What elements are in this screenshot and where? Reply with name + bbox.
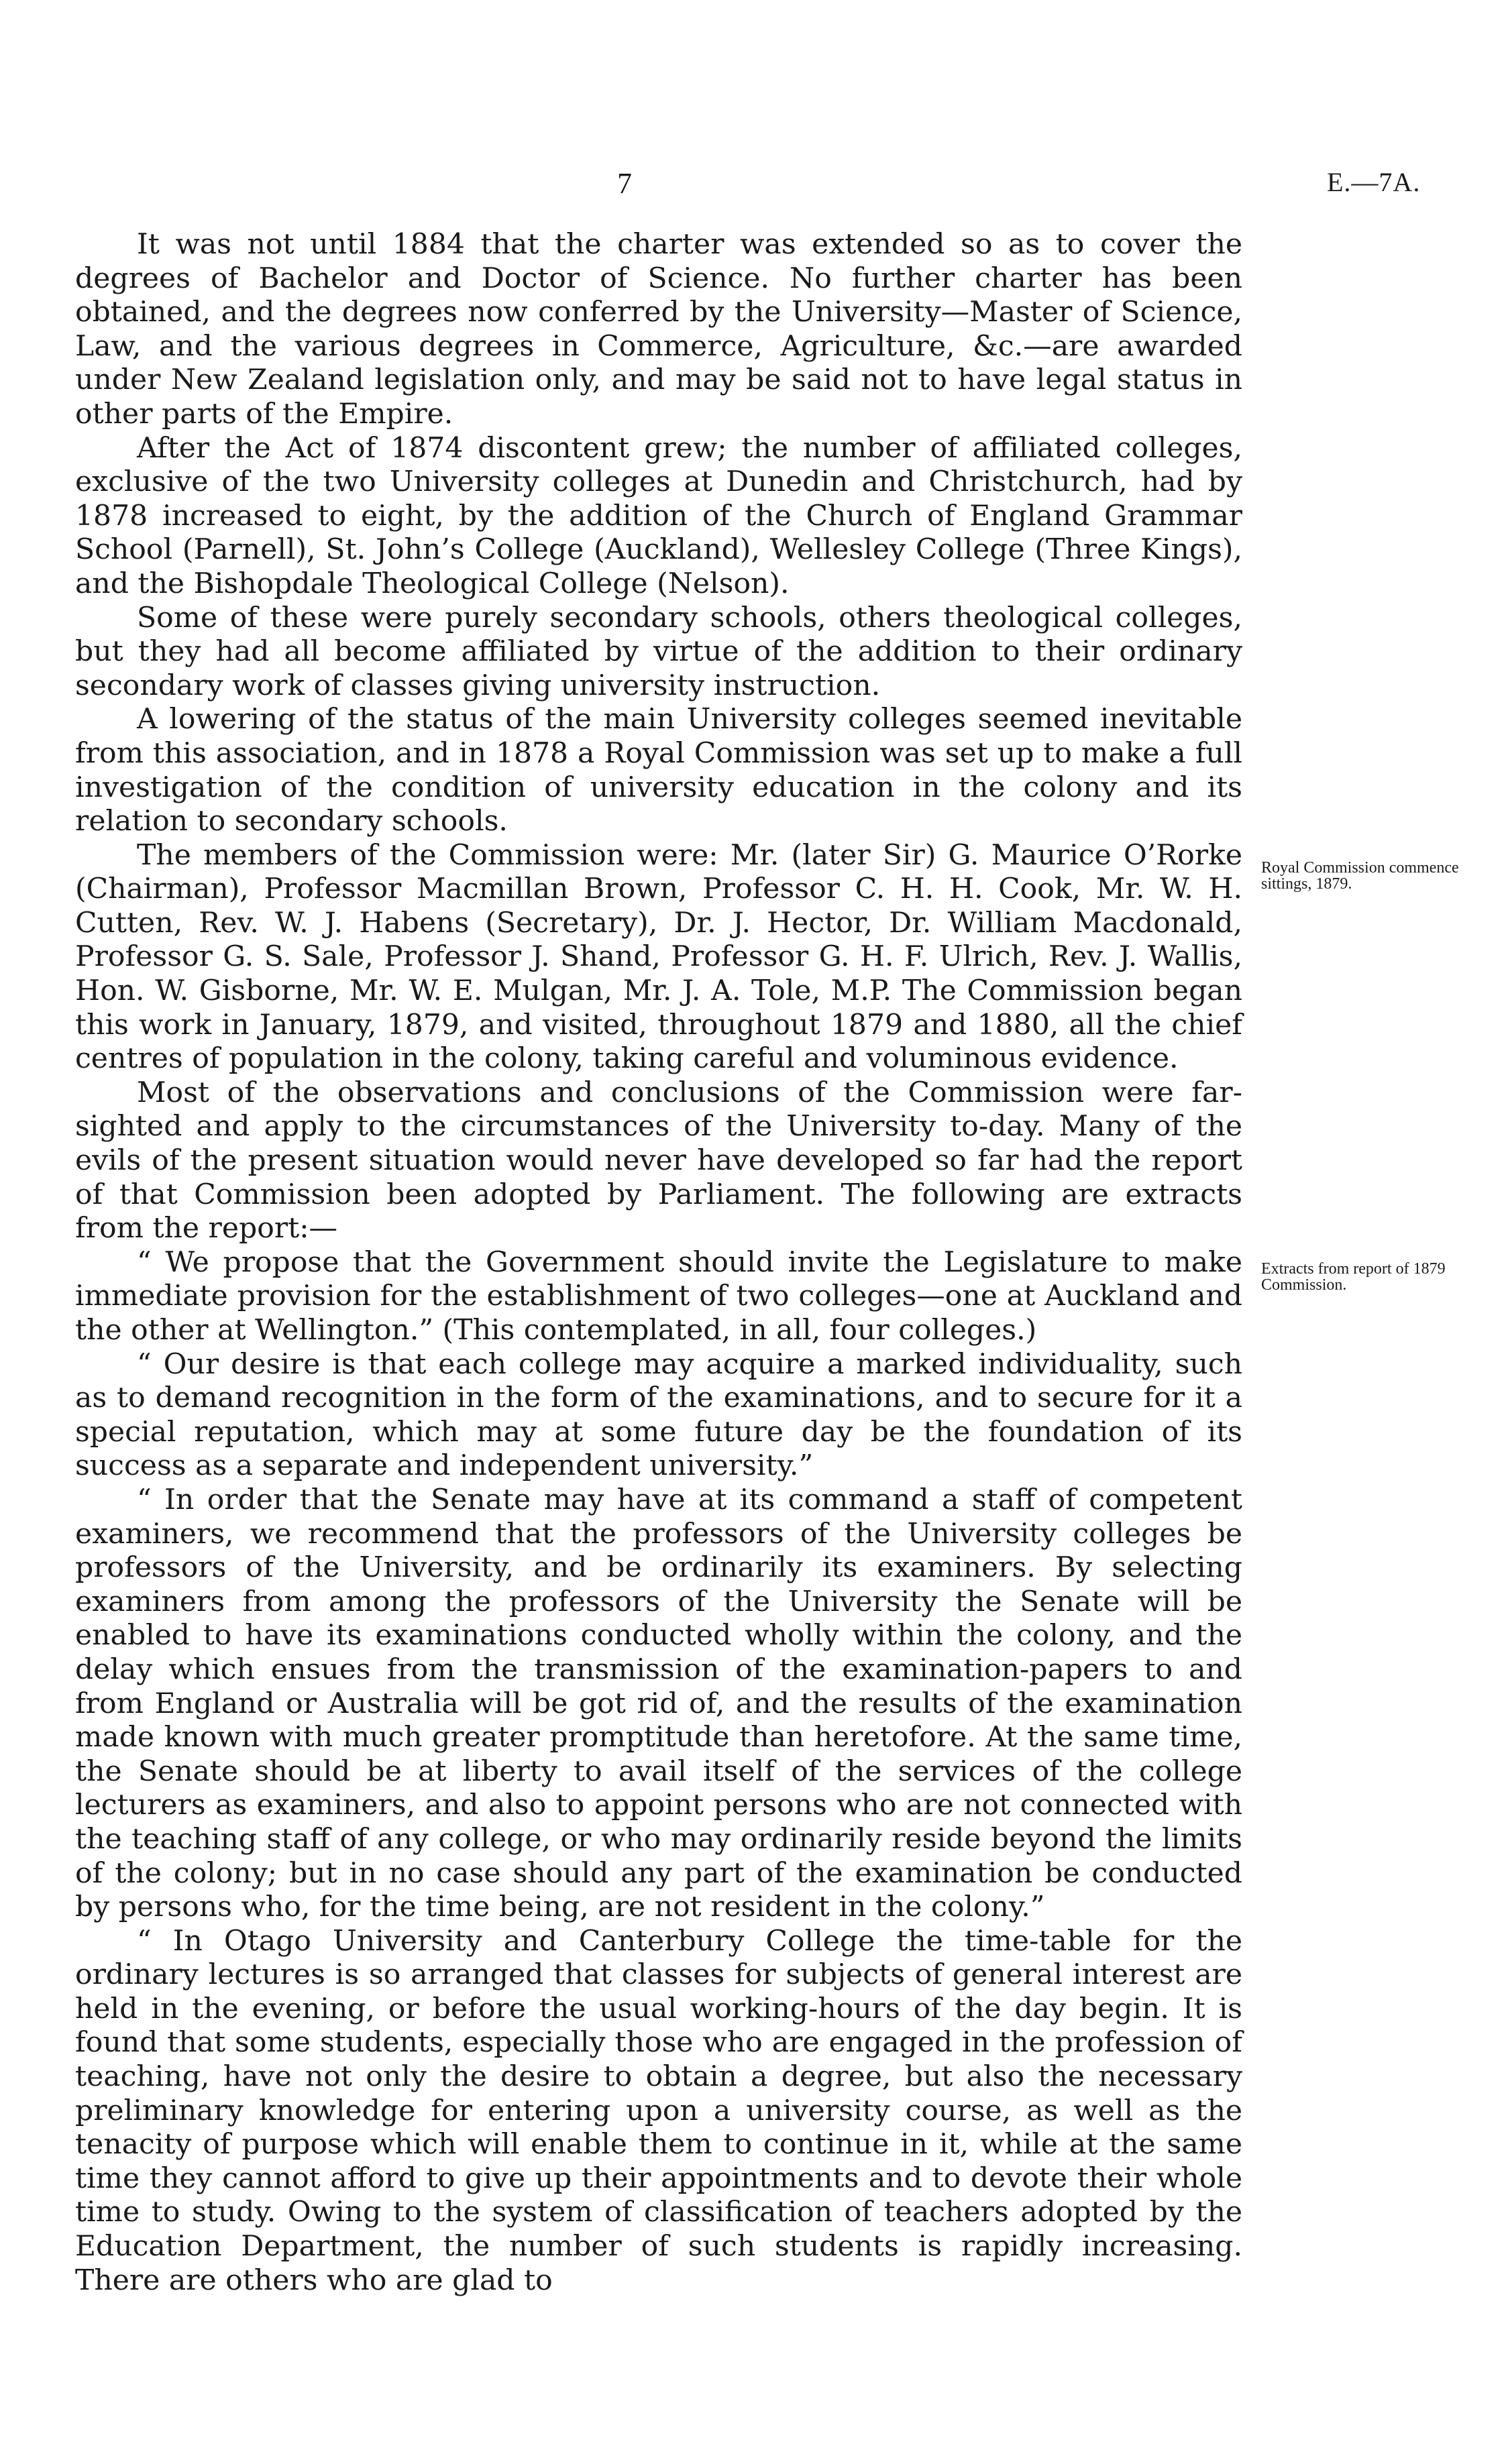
- quote-paragraph: “ Our desire is that each college may acquire a marked individuality, such as to demand recognition in the form of the examinations, and to secure for it a special reputation, which may at some future day be the foundation of its success as a separate and independent university.”: [75, 1347, 1242, 1483]
- margin-note-extracts: Extracts from report of 1879 Commission.: [1261, 1260, 1446, 1294]
- paragraph: After the Act of 1874 discontent grew; the number of affiliated colleges, exclusive of the two University colleges at Dunedin and Christchurch, had by 1878 increased to eight, by the addition of the Church of England Grammar School (Parnell), St. John’s College (Auckland), Wellesley College (Three Kings), and the Bishopdale Theological College (Nelson).: [75, 431, 1242, 600]
- paragraph: Some of these were purely secondary schools, others theological colleges, but they had all become affiliated by virtue of the addition to their ordinary secondary work of classes giving university instruction.: [75, 601, 1242, 702]
- paragraph: Most of the observations and conclusions of the Commission were far-sighted and apply to the circumstances of the University to-day. Many of the evils of the present situation would never have developed so far had the report of that Commission been adopted by Parliament. The following are extracts from the report:—: [75, 1076, 1242, 1245]
- margin-note-royal-commission: Royal Commission commence sittings, 1879.: [1261, 859, 1459, 893]
- paragraph: The members of the Commission were: Mr. (later Sir) G. Maurice O’Rorke (Chairman), Professor Macmillan Brown, Professor C. H. H. Cook, Mr. W. H. Cutten, Rev. W. J. Habens (Secretary), Dr. J. Hector, Dr. William Macdonald, Professor G. S. Sale, Professor J. Shand, Professor G. H. F. Ulrich, Rev. J. Wallis, Hon. W. Gisborne, Mr. W. E. Mulgan, Mr. J. A. Tole, M.P. The Commission began this work in January, 1879, and visited, throughout 1879 and 1880, all the chief centres of population in the colony, taking careful and voluminous evidence.: [75, 838, 1242, 1076]
- paragraph: A lowering of the status of the main University colleges seemed inevitable from this association, and in 1878 a Royal Commission was set up to make a full investigation of the condition of university education in the colony and its relation to secondary schools.: [75, 703, 1242, 838]
- body-text: [75, 228, 1242, 2298]
- paragraph: It was not until 1884 that the charter was extended so as to cover the degrees of Bachelor and Doctor of Science. No further charter has been obtained, and the degrees now conferred by the University—Master of Science, Law, and the various degrees in Commerce, Agriculture, &c.—are awarded under New Zealand legislation only, and may be said not to have legal status in other parts of the Empire.: [75, 228, 1242, 431]
- quote-paragraph: “ In order that the Senate may have at its command a staff of competent examiners, we recommend that the professors of the University colleges be professors of the University, and be ordinarily its examiners. By selecting examiners from among the professors of the University the Senate will be enabled to have its examinations conducted wholly within the colony, and the delay which ensues from the transmission of the examination-papers to and from England or Australia will be got rid of, and the results of the examination made known with much greater promptitude than heretofore. At the same time, the Senate should be at liberty to avail itself of the services of the college lecturers as examiners, and also to appoint persons who are not connected with the teaching staff of any college, or who may ordinarily reside beyond the limits of the colony; but in no case should any part of the examination be conducted by persons who, for the time being, are not resident in the colony.”: [75, 1483, 1242, 1924]
- document-reference: E.—7A.: [1327, 167, 1421, 197]
- page-number: 7: [617, 167, 632, 200]
- quote-paragraph: “ We propose that the Government should invite the Legislature to make immediate provision for the establishment of two colleges—one at Auckland and the other at Wellington.” (This contemplated, in all, four colleges.): [75, 1245, 1242, 1347]
- quote-paragraph: “ In Otago University and Canterbury College the time-table for the ordinary lectures is so arranged that classes for subjects of general interest are held in the evening, or before the usual working-hours of the day begin. It is found that some students, especially those who are engaged in the profession of teaching, have not only the desire to obtain a degree, but also the necessary preliminary knowledge for entering upon a university course, as well as the tenacity of purpose which will enable them to continue in it, while at the same time they cannot afford to give up their appointments and to devote their whole time to study. Owing to the system of classification of teachers adopted by the Education Department, the number of such students is rapidly increasing. There are others who are glad to: [75, 1924, 1242, 2297]
